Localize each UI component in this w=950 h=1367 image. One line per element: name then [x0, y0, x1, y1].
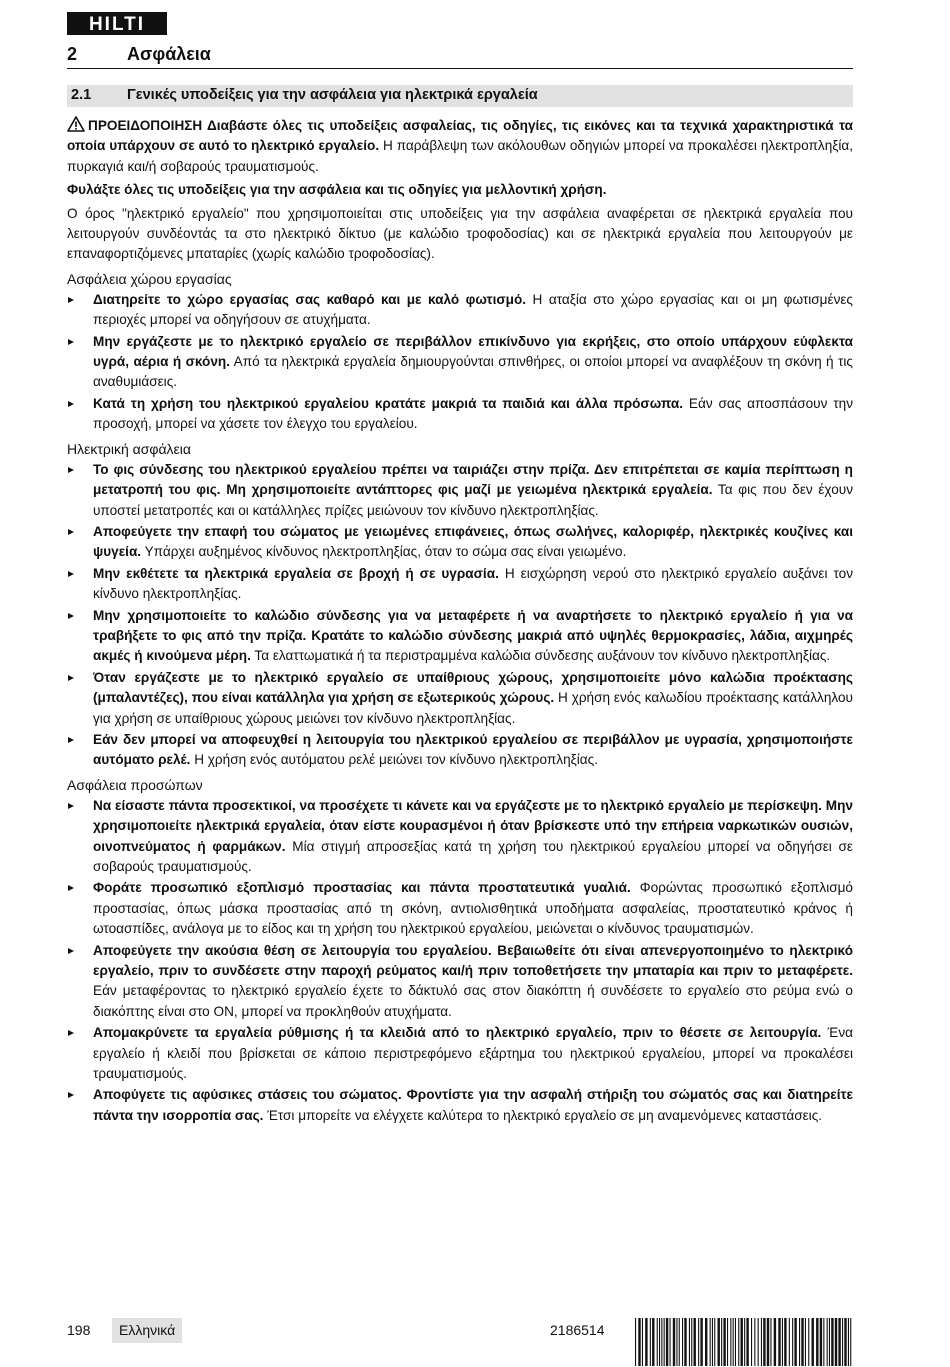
list-item	[67, 564, 853, 605]
item-bold: Το φις σύνδεσης του ηλεκτρικού εργαλείου πρέπει να ταιριάζει στην πρίζα. Δεν επιτρέπεται σε καμία περίπτωση η μετατροπή του φις. Μη χρησιμοποιείτε αντάπτορες φις μαζί με γειωμένα ηλεκτρικά εργαλεία.	[93, 461, 853, 498]
barcode-bar	[741, 1318, 743, 1366]
barcode-bar	[835, 1318, 837, 1366]
list-item	[67, 730, 853, 771]
barcode-bar	[823, 1318, 824, 1366]
barcode-bar	[650, 1318, 651, 1366]
barcode-bar	[829, 1318, 830, 1366]
bullet-arrow-icon	[68, 571, 74, 577]
item-text: Φορώντας προσωπικό εξοπλισμό προστασίας, όπως μάσκα προστασίας από τη σκόνη, αντιολισθητικά υποδήματα ασφαλείας, προστατευτικό κράνος ή ωτοασπίδες, ανάλογα με το είδος και τη χρήση του ηλεκτρικού εργαλείου, μειώνεται ο κίνδυνος τραυματισμών.	[93, 880, 853, 937]
bullet-arrow-icon	[68, 885, 74, 891]
keep-instructions-text: Φυλάξτε όλες τις υποδείξεις για την ασφάλεια και τις οδηγίες για μελλοντική χρήση.	[67, 182, 607, 198]
item-text: Ένα εργαλείο ή κλειδί που βρίσκεται σε κάποιο περιστρεφόμενο εξάρτημα του ηλεκτρικού εργαλείου, μπορεί να προκαλέσει τραυματισμούς.	[93, 1025, 853, 1082]
bullet-arrow-icon	[68, 529, 74, 535]
barcode-bar	[710, 1318, 711, 1366]
barcode-bar	[761, 1318, 762, 1366]
barcode-bar	[820, 1318, 822, 1366]
barcode-bar	[794, 1318, 796, 1366]
barcode-bar	[673, 1318, 675, 1366]
barcode-bar	[682, 1318, 683, 1366]
item-text: Η χρήση ενός αυτόματου ρελέ μειώνει τον κίνδυνο ηλεκτροπληξίας.	[190, 752, 598, 768]
list-item	[67, 332, 853, 393]
bullet-list	[67, 796, 853, 1127]
item-text: Εάν σας αποσπάσουν την προσοχή, μπορεί να χάσετε τον έλεγχο του εργαλείου.	[93, 395, 853, 432]
item-text: Η χρήση ενός καλωδίου προέκτασης κατάλληλου για χρήση σε υπαίθριους χώρους μειώνει τον κίνδυνο ηλεκτροπληξίας.	[93, 690, 853, 726]
item-bold: Διατηρείτε το χώρο εργασίας σας καθαρό και με καλό φωτισμό.	[93, 291, 527, 307]
bullet-arrow-icon	[68, 1030, 74, 1036]
bullet-arrow-icon	[68, 613, 74, 619]
group-heading: Ηλεκτρική ασφάλεια	[67, 440, 191, 457]
content-body	[67, 116, 853, 1127]
item-bold: Μην εργάζεστε με το ηλεκτρικό εργαλείο σε περιβάλλον επικίνδυνο για εκρήξεις, στο οποίο υπάρχουν εύφλεκτα υγρά, αέρια ή σκόνη.	[93, 333, 853, 370]
bullet-arrow-icon	[68, 675, 74, 681]
barcode-bar	[635, 1318, 636, 1366]
barcode-bar	[684, 1318, 686, 1366]
item-bold: Εάν δεν μπορεί να αποφευχθεί η λειτουργία του ηλεκτρικού εργαλείου σε περιβάλλον με υγρασία, χρησιμοποιήστε αυτόματο ρελέ.	[93, 731, 853, 768]
item-bold: Αποφεύγετε την επαφή του σώματος με γειωμένες επιφάνειες, όπως σωλήνες, καλοριφέρ, ηλεκτρικές κουζίνες και ψυγεία.	[93, 523, 853, 560]
barcode-bar	[816, 1318, 818, 1366]
list-item	[67, 941, 853, 1023]
barcode-bar	[691, 1318, 692, 1366]
item-text: Τα ελαττωματικά ή τα περιστραμμένα καλώδια σύνδεσης αυξάνουν τον κίνδυνο ηλεκτροπληξίας.	[250, 648, 831, 664]
barcode-bar	[789, 1318, 790, 1366]
barcode-bar	[661, 1318, 662, 1366]
barcode-bar	[827, 1318, 828, 1366]
list-item	[67, 394, 853, 435]
warning-bold: ΠΡΟΕΙΔΟΠΟΙΗΣΗ Διαβάστε όλες τις υποδείξεις ασφαλείας, τις οδηγίες, τις εικόνες και τα τεχνικά χαρακτηριστικά τα οποία υπάρχουν σε αυτό το ηλεκτρικό εργαλείο.	[67, 118, 853, 154]
barcode-bar	[705, 1318, 707, 1366]
barcode-bar	[774, 1318, 776, 1366]
barcode-bar	[808, 1318, 809, 1366]
barcode-bar	[767, 1318, 769, 1366]
hilti-logo	[67, 12, 167, 35]
barcode	[634, 1318, 853, 1366]
barcode-bar	[735, 1318, 736, 1366]
page-number: 198	[67, 1322, 91, 1338]
barcode-bar	[700, 1318, 702, 1366]
item-bold: Όταν εργάζεστε με το ηλεκτρικό εργαλείο σε υπαίθριους χώρους, χρησιμοποιείτε μόνο καλώδια προέκτασης (μπαλαντέζες), που είναι κατάλληλα για χρήση σε εξωτερικούς χώρους.	[93, 669, 853, 706]
barcode-bar	[770, 1318, 771, 1366]
group-heading: Ασφάλεια χώρου εργασίας	[67, 270, 232, 287]
barcode-bar	[763, 1318, 765, 1366]
list-item	[67, 878, 853, 939]
barcode-bar	[642, 1318, 643, 1366]
warning-paragraph	[67, 116, 853, 177]
barcode-bar	[842, 1318, 843, 1366]
item-bold: Μην χρησιμοποιείτε το καλώδιο σύνδεσης για να μεταφέρετε ή να αναρτήσετε το ηλεκτρικό εργαλείο ή για να τραβήξετε το φις από την πρίζα. Κρατάτε το καλώδιο σύνδεσης μακριά από υψηλές θερμοκρασίες, λάδια, αιχμηρές ακμές ή κινούμενα μέρη.	[93, 607, 853, 664]
barcode-bar	[848, 1318, 849, 1366]
bullet-arrow-icon	[68, 339, 74, 345]
barcode-bar	[721, 1318, 722, 1366]
barcode-bar	[718, 1318, 720, 1366]
page-footer	[67, 1318, 853, 1348]
barcode-bar	[670, 1318, 671, 1366]
barcode-bar	[723, 1318, 725, 1366]
barcode-bar	[733, 1318, 734, 1366]
list-item	[67, 1023, 853, 1084]
barcode-bar	[652, 1318, 654, 1366]
item-text: Η εισχώρηση νερού στο ηλεκτρικό εργαλείο αυξάνει τον κίνδυνο ηλεκτροπληξίας.	[93, 565, 853, 602]
bullet-list	[67, 290, 853, 435]
barcode-bar	[838, 1318, 840, 1366]
barcode-bar	[694, 1318, 696, 1366]
barcode-bar	[666, 1318, 668, 1366]
item-bold: Να είσαστε πάντα προσεκτικοί, να προσέχετε τι κάνετε και να εργάζεστε με το ηλεκτρικό εργαλείο με περίσκεψη. Μην χρησιμοποιείτε ηλεκτρικά εργαλεία, όταν είστε κουρασμένοι ή όταν βρίσκεστε υπό την επήρεια ναρκωτικών ουσιών, οινοπνεύματος ή φαρμάκων.	[93, 797, 853, 854]
barcode-bar	[657, 1318, 658, 1366]
barcode-bar	[778, 1318, 780, 1366]
barcode-bar	[738, 1318, 739, 1366]
svg-text:HILTI: HILTI	[88, 14, 146, 35]
chapter-number: 2	[67, 44, 78, 64]
barcode-bar	[714, 1318, 715, 1366]
list-item	[67, 522, 853, 563]
chapter-title: Ασφάλεια	[127, 44, 211, 64]
barcode-bar	[801, 1318, 803, 1366]
item-bold: Φοράτε προσωπικό εξοπλισμό προστασίας και πάντα προστατευτικά γυαλιά.	[93, 880, 631, 896]
list-item	[67, 796, 853, 878]
bullet-arrow-icon	[68, 297, 74, 303]
document-number: 2186514	[550, 1322, 605, 1338]
barcode-bar	[812, 1318, 814, 1366]
keep-instructions-note	[67, 180, 853, 200]
language-label: Ελληνικά	[112, 1318, 182, 1343]
group-heading: Ασφάλεια προσώπων	[67, 776, 203, 793]
barcode-bar	[679, 1318, 680, 1366]
barcode-bar	[659, 1318, 660, 1366]
barcode-bar	[712, 1318, 713, 1366]
barcode-bar	[805, 1318, 806, 1366]
barcode-bar	[799, 1318, 800, 1366]
item-bold: Απομακρύνετε τα εργαλεία ρύθμισης ή τα κλειδιά από το ηλεκτρικό εργαλείο, πριν το θέσετε σε λειτουργία.	[93, 1025, 822, 1041]
barcode-bar	[782, 1318, 783, 1366]
group-workplace-safety	[67, 269, 853, 435]
barcode-bar	[746, 1318, 748, 1366]
term-definition: Ο όρος "ηλεκτρικό εργαλείο" που χρησιμοποιείται στις υποδείξεις για την ασφάλεια αναφέρεται σε ηλεκτρικά εργαλεία που λειτουργούν συνδέοντάς τα στο ηλεκτρικό δίκτυο (με καλώδιο τροφοδοσίας) και σε ηλεκτρικά εργαλεία που λειτουργούν με επαναφορτιζόμενες μπαταρίες (χωρίς καλώδιο τροφοδοσίας).	[67, 205, 853, 262]
warning-triangle-icon	[67, 116, 85, 132]
barcode-bar	[751, 1318, 752, 1366]
barcode-bar	[850, 1318, 851, 1366]
barcode-bar	[792, 1318, 793, 1366]
list-item	[67, 1085, 853, 1126]
warning-text: Η παράβλεψη των ακόλουθων οδηγιών μπορεί να προκαλέσει ηλεκτροπληξία, πυρκαγιά και/ή σοβαρούς τραυματισμούς.	[67, 138, 854, 174]
group-electrical-safety	[67, 439, 853, 771]
barcode-bar	[758, 1318, 759, 1366]
barcode-bar	[638, 1318, 640, 1366]
item-bold: Κατά τη χρήση του ηλεκτρικού εργαλείου κρατάτε μακριά τα παιδιά και άλλα πρόσωπα.	[93, 395, 684, 411]
bullet-arrow-icon	[68, 467, 74, 473]
item-text: Εάν μεταφέροντας το ηλεκτρικό εργαλείο έχετε το δάκτυλό σας στον διακόπτη ή συνδέσετε το εργαλείο στο ρεύμα ενώ ο διακόπτης είναι στο ON, μπορεί να προκληθούν ατυχήματα.	[93, 983, 853, 1019]
bullet-arrow-icon	[68, 948, 74, 954]
bullet-list	[67, 460, 853, 771]
item-text: Μία στιγμή απροσεξίας κατά τη χρήση του ηλεκτρικού εργαλείου μπορεί να οδηγήσει σε σοβαρούς τραυματισμούς.	[93, 838, 853, 874]
chapter-heading	[67, 44, 853, 69]
group-personal-safety	[67, 775, 853, 1127]
section-number: 2.1	[71, 87, 92, 103]
barcode-bar	[727, 1318, 728, 1366]
item-bold: Μην εκθέτετε τα ηλεκτρικά εργαλεία σε βροχή ή σε υγρασία.	[93, 565, 499, 581]
list-item	[67, 668, 853, 729]
barcode-bar	[744, 1318, 745, 1366]
section-title: Γενικές υποδείξεις για την ασφάλεια για ηλεκτρικά εργαλεία	[127, 87, 538, 103]
barcode-bar	[844, 1318, 846, 1366]
bullet-arrow-icon	[68, 803, 74, 809]
item-text: Η αταξία στο χώρο εργασίας και οι μη φωτισμένες περιοχές μπορεί να οδηγήσουν σε ατυχήματα.	[93, 291, 853, 328]
list-item	[67, 460, 853, 521]
item-text: Τα φις που δεν έχουν υποστεί μετατροπές και οι κατάλληλες πρίζες μειώνουν τον κίνδυνο ηλεκτροπληξίας.	[93, 482, 853, 518]
list-item	[67, 606, 853, 667]
barcode-bar	[698, 1318, 699, 1366]
item-text: Έτσι μπορείτε να ελέγχετε καλύτερα το ηλεκτρικό εργαλείο σε μη αναμενόμενες καταστάσεις.	[263, 1107, 823, 1123]
section-heading	[67, 85, 853, 107]
barcode-bar	[664, 1318, 665, 1366]
barcode-bar	[831, 1318, 833, 1366]
barcode-bar	[676, 1318, 677, 1366]
item-bold: Αποφεύγετε την ακούσια θέση σε λειτουργία του εργαλείου. Βεβαιωθείτε ότι είναι απενεργοποιημένο το ηλεκτρικό εργαλείο, πριν το συνδέσετε στην παροχή ρεύματος και/ή πριν τοποθετήσετε την μπαταρία και πριν το μεταφέρετε.	[93, 942, 853, 979]
bullet-arrow-icon	[68, 401, 74, 407]
bullet-arrow-icon	[68, 1092, 74, 1098]
bullet-arrow-icon	[68, 737, 74, 743]
item-text: Υπάρχει αυξημένος κίνδυνος ηλεκτροπληξίας, όταν το σώμα σας είναι γειωμένο.	[141, 544, 627, 560]
barcode-bar	[754, 1318, 755, 1366]
item-bold: Αποφύγετε τις αφύσικες στάσεις του σώματος. Φροντίστε για την ασφαλή στήριξη του σώματός σας και διατηρείτε πάντα την ισορροπία σας.	[93, 1087, 853, 1123]
barcode-bar	[689, 1318, 690, 1366]
item-text: Από τα ηλεκτρικά εργαλεία δημιουργούνται σπινθήρες, οι οποίοι μπορεί να αναφλέξουν τη σκόνη ή τις αναθυμιάσεις.	[93, 354, 853, 390]
barcode-bar	[730, 1318, 731, 1366]
list-item	[67, 290, 853, 331]
barcode-bar	[645, 1318, 647, 1366]
barcode-bar	[784, 1318, 786, 1366]
